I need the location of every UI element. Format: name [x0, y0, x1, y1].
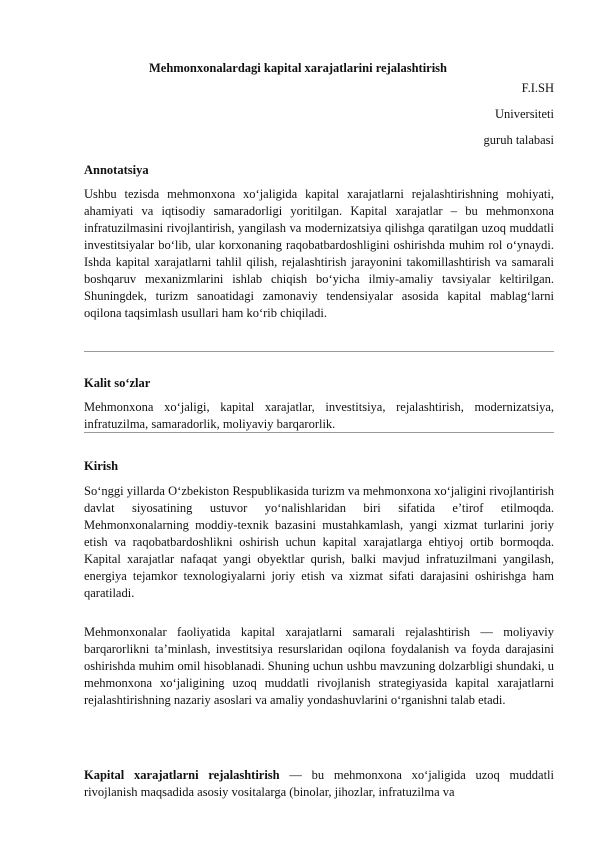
- keywords-text: Mehmonxona xo‘jaligi, kapital xarajatlar, investitsiya, rejalashtirish, modernizatsiya, infratuzilma, samaradorlik, moliyaviy barqarorlik.: [84, 400, 554, 431]
- keywords-heading: Kalit so‘zlar: [84, 376, 151, 390]
- introduction-paragraph: So‘nggi yillarda O‘zbekiston Respublikasida turizm va mehmonxona xo‘jaligini rivojlantirish davlat siyosatining ustuvor yo‘nalishlaridan biri sifatida e’tirof etilmoqda. Mehmonxonalarning moddiy-texnik bazasini mustahkamlash, yangi xizmat turlarini joriy etish va raqobatbardoshlikni oshirish uchun kapital xarajatlarga ehtiyoj ortib bormoqda. Kapital xarajatlar nafaqat yangi obyektlar qurish, balki mavjud infratuzilmani yangilash, energiya tejamkor texnologiyalarni joriy etish va xizmat sifati darajasini oshirishga ham qaratiladi.: [84, 484, 554, 600]
- annotation-heading: Annotatsiya: [84, 163, 149, 177]
- term-highlight: Kapital xarajatlarni rejalashtirish: [84, 768, 280, 782]
- introduction-paragraph: [84, 767, 554, 801]
- author-university: Universiteti: [494, 107, 554, 121]
- author-name: F.I.SH: [521, 81, 554, 95]
- document-title: Mehmonxonalardagi kapital xarajatlarini rejalashtirish: [148, 61, 448, 75]
- author-group: guruh talabasi: [483, 133, 554, 147]
- introduction-paragraph: Mehmonxonalar faoliyatida kapital xarajatlarni samarali rejalashtirish — moliyaviy barqarorlikni ta’minlash, investitsiya resurslaridan oqilona foydalanish va foyda darajasini oshirishda muhim omil hisoblanadi. Shuning uchun ushbu mavzuning dolzarbligi shundaki, u mehmonxona xo‘jaligining uzoq muddatli rivojlanish strategiyasida kapital xarajatlarni rejalashtirishning nazariy asoslari va amaliy yondashuvlarini o‘rganishni talab etadi.: [84, 625, 554, 707]
- paragraph-text: — bu mehmonxona xo‘jaligida uzoq muddatli rivojlanish maqsadida asosiy vositalarga (binolar, jihozlar, infratuzilma va: [84, 768, 554, 799]
- annotation-text: Ushbu tezisda mehmonxona xo‘jaligida kapital xarajatlarni rejalashtirishning mohiyati, ahamiyati va iqtisodiy samaradorligi yoritilgan. Kapital xarajatlar – bu mehmonxona infratuzilmasini rivojlantirish, yangilash va modernizatsiya qilishga qaratilgan uzoq muddatli investitsiyalar bo‘lib, ular korxonaning raqobatbardoshligini oshirishda muhim rol o‘ynaydi. Ishda kapital xarajatlarni tahlil qilish, rejalashtirish jarayonini takomillashtirish va samarali boshqaruv mexanizmlarini ishlab chiqish bo‘yicha ilmiy-amaliy tavsiyalar keltirilgan. Shuningdek, turizm sanoatidagi zamonaviy tendensiyalar asosida kapital mablag‘larni oqilona taqsimlash usullari ham ko‘rib chiqiladi.: [84, 187, 554, 320]
- section-divider: [84, 351, 554, 352]
- section-divider: [84, 432, 554, 433]
- introduction-heading: Kirish: [84, 459, 119, 473]
